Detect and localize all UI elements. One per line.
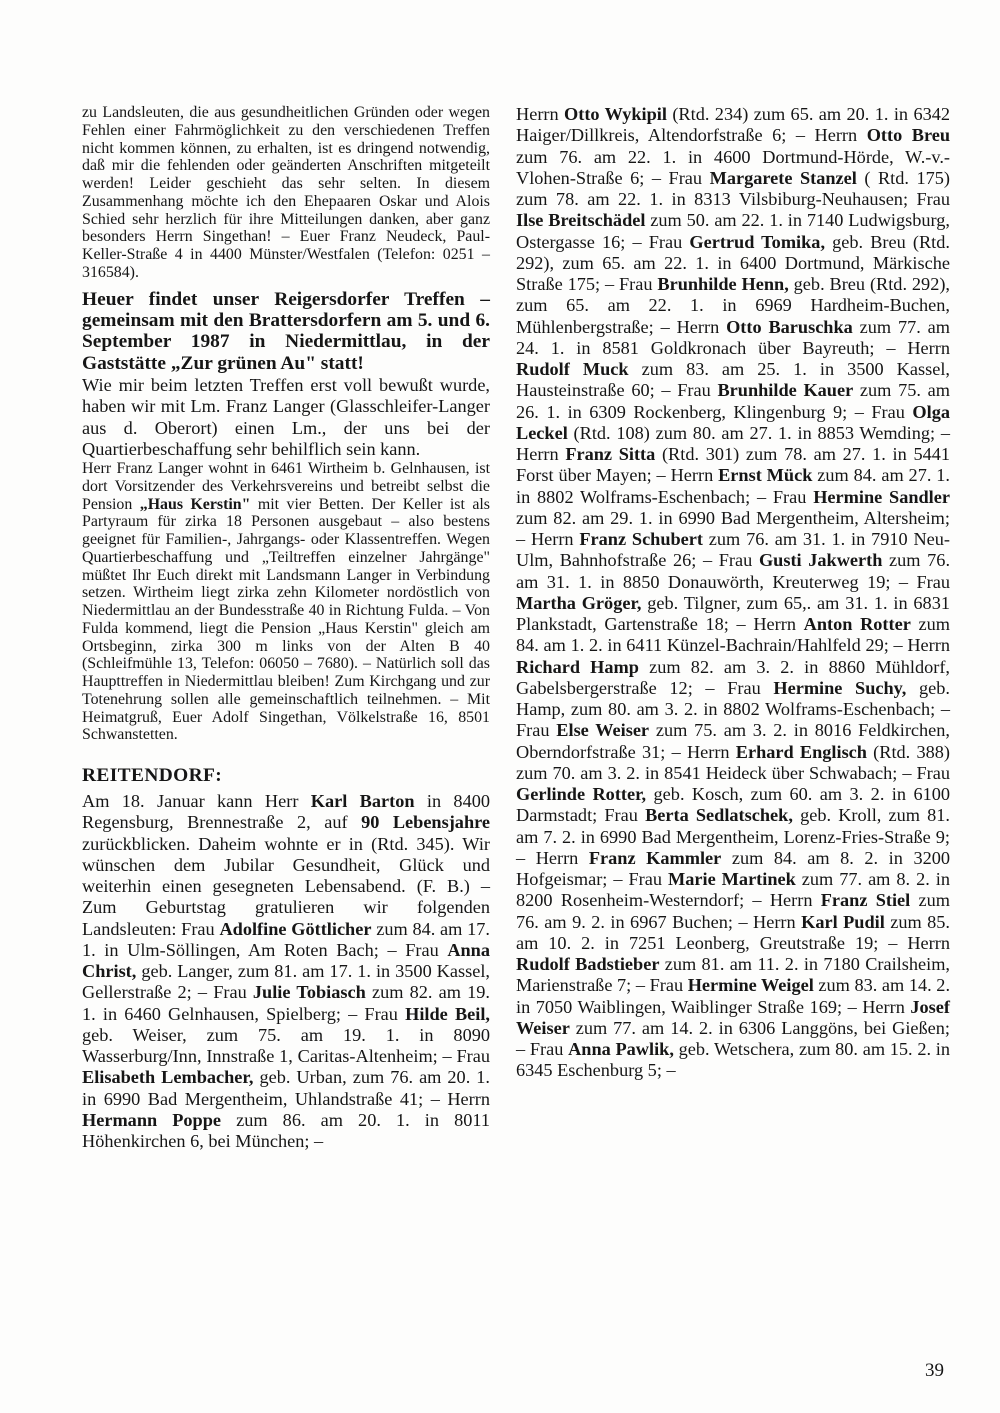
text-run: zum 82. am 3. 2. in 8860 Mühldorf, Gabelsbergerstraße 12; – Frau [516,656,950,698]
text-run: mit vier Betten. Der Keller ist als Partyraum für zirka 18 Personen ausgebaut – also bestens geeignet für Familien-, Jahrgangs- oder Klassentreffen. Wegen Quartierbeschaffung und „Teiltreffen einzelner Jahrgänge" müßtet Ihr Euch direkt mit Landsmann Langer in Verbindung setzen. Wirtheim liegt zirka zehn Kilometer nordöstlich von Niedermittlau an der Bundesstraße 40 in Richtung Fulda. – Von Fulda kommend, liegt die Pension „Haus Kerstin" gleich am Ortsbeginn, zirka 300 m links von der Alten B 40 (Schleifmühle 13, Telefon: 06050 – 7680). – Natürlich soll das Haupttreffen in Niedermittlau bleiben! Zum Kirchgang und zur Totenehrung sollen alle gemeinschaftlich teilnehmen. – Mit Heimatgruß, Euer Adolf Singethan, Völkelstraße 16, 8501 Schwanstetten. [82,495,490,744]
text-run: zum 81. am 11. 2. in 7180 Crailsheim, Marienstraße 7; – Frau [516,954,950,996]
text-run: geb. Kroll, zum 81. am 7. 2. in 6990 Bad Mergentheim, Lorenz-Fries-Straße 9; – Herrn [516,805,951,868]
text-run: zum 84. am 8. 2. in 3200 Hofgeismar; – Frau [516,847,951,889]
text-run: (Rtd. 388) zum 70. am 3. 2. in 8541 Heideck über Schwabach; – Frau [516,741,950,783]
text-run: (Rtd. 234) zum 65. am 20. 1. in 6342 Haiger/Dillkreis, Altendorfstraße 6; – Herrn [516,104,951,146]
text-run: ( Rtd. 175) zum 78. am 22. 1. in 8313 Vilsbiburg-Neuhausen; Frau [516,167,950,209]
text-run: Am 18. Januar kann Herr [82,791,311,812]
paragraph [82,460,490,744]
text-run: zum 76. am 22. 1. in 4600 Dortmund-Hörde, W.-v.-Vlohen-Straße 6; – Frau [516,146,950,188]
bold-text: Adolfine Göttlicher [219,918,372,939]
bold-text: Otto Wykipil [564,104,667,124]
bold-text: Hermann Poppe [82,1109,222,1130]
bold-text: Margarete Stanzel [709,167,857,188]
text-run: zum 75. am 26. 1. in 6309 Rockenberg, Klingenburg 9; – Frau [516,380,950,422]
bold-text: „Haus Kerstin" [139,495,251,513]
bold-text: Hermine Sandler [813,486,950,507]
bold-text: Ernst Mück [718,465,813,486]
bold-text: Olga Leckel [516,401,950,443]
bold-text: Hermine Weigel [687,975,814,996]
text-run: geb. Tilgner, zum 65,. am 31. 1. in 6831 Plankstadt, Gartenstraße 18; – Herrn [516,592,950,634]
bold-text: Anna Christ, [82,939,490,982]
text-run: zum 82. am 29. 1. in 6990 Bad Mergentheim, Altersheim; – Herrn [516,507,950,549]
right-column [516,104,950,1082]
text-run: zum 76. am 31. 1. in 8850 Donauwörth, Kreuterweg 19; – Frau [516,550,951,592]
bold-text: Gertrud Tomika, [689,231,826,252]
bold-text: Else Weiser [556,720,650,741]
text-run: zum 76. am 9. 2. in 6967 Buchen; – Herrn [516,890,951,932]
text-run: zum 86. am 20. 1. in 8011 Höhenkirchen 6, bei München; – [82,1109,490,1152]
text-run: zum 84. am 1. 2. in 6411 Künzel-Bachrain/Hahlfeld 29; – Herrn [516,614,950,656]
bold-text: REITENDORF: [82,765,223,787]
bold-text: Martha Gröger, [516,592,642,613]
paragraph [516,104,950,1082]
bold-text: Gerlinde Rotter, [516,784,647,804]
section-heading [82,764,490,788]
text-run: zum 84. am 27. 1. in 8802 Wolframs-Eschenbach; – Frau [516,465,951,507]
text-run: zum 77. am 14. 2. in 6306 Langgöns, bei Gießen; – Frau [516,1017,950,1059]
text-run: zum 83. am 14. 2. in 7050 Waiblingen, Waiblinger Straße 169; – Herrn [516,975,951,1017]
bold-text: Berta Sedlatschek, [645,805,793,826]
text-run: zum 82. am 19. 1. in 6460 Gelnhausen, Spielberg; – Frau [82,982,490,1024]
bold-text: Marie Martinek [667,869,796,889]
bold-text: Brunhilde Kauer [717,380,854,401]
bold-text: Hilde Beil, [405,1003,491,1024]
bold-text: Otto Baruschka [726,316,853,337]
page-number: 39 [925,1360,944,1381]
text-run: Wie mir beim letzten Treffen erst voll bewußt wurde, haben wir mit Lm. Franz Langer (Glasschleifer-Langer aus d. Oberort) einen Lm., der uns bei der Quartierbeschaffung sehr behilflich sein kann. [82,375,490,459]
text-run: zum 77. am 8. 2. in 8200 Rosenheim-Westerndorf; – Herrn [516,869,950,911]
bold-text: Franz Kammler [588,847,722,868]
text-run: zum 50. am 22. 1. in 7140 Ludwigsburg, Ostergasse 16; – Frau [516,210,950,252]
bold-text: Otto Breu [866,125,951,146]
text-run: Herrn [516,104,565,124]
text-run: zum 85. am 10. 2. in 7251 Leonberg, Greutstraße 19; – Herrn [516,911,951,953]
text-run: (Rtd. 108) zum 80. am 27. 1. in 8853 Wemding; – Herrn [516,422,950,464]
bold-text: Heuer findet unser Reigersdorfer Treffen – gemeinsam mit den Brattersdorfern am 5. und 6. September 1987 in Niedermittlau, [82,288,490,353]
paragraph [82,104,490,282]
text-run: zu Landsleuten, die aus gesundheitlichen Gründen oder wegen Fehlen einer Fahrmöglichkeit zu den verschiedenen Treffen nicht kommen können, zu erhalten, ist es dringend notwendig, daß mir die fehlenden oder geänderten Anschriften mitgeteilt werden! Leider geschieht das sehr selten. In diesem Zusammenhang möchte ich den Ehepaaren Oskar und Alois Schied sehr herzlich für ihre Mitteilungen danken, aber ganz besonders Herrn Singethan! – Euer Franz Neudeck, Paul-Keller-Straße 4 in 4400 Münster/Westfalen (Telefon: 0251 – 316584). [82,104,490,281]
bold-text: Anna Pawlik, [568,1039,674,1059]
bold-text: Brunhilde Henn, [657,274,789,294]
bold-text: Rudolf Badstieber [516,954,660,974]
bold-text: Julie Tobiasch [252,982,366,1003]
bold-text: Anton Rotter [803,614,911,634]
bold-text: Karl Pudil [801,911,885,932]
announcement-heading [82,289,490,375]
bold-text: Josef Weiser [516,996,950,1038]
text-run: geb. Urban, zum 76. am 20. 1. in 6990 Bad Mergentheim, Uhlandstraße 41; – Herrn [82,1067,491,1109]
bold-text: Franz Sitta [565,444,656,464]
text-run: in 8400 Regensburg, Brennestraße 2, auf [82,791,490,833]
text-run: (Rtd. 301) zum 78. am 27. 1. in 5441 Forst über Mayen; – Herrn [516,444,951,486]
bold-text: Franz Stiel [820,890,911,911]
bold-text: Gusti Jakwerth [758,550,883,571]
text-run: geb. Weiser, zum 75. am 19. 1. in 8090 Wasserburg/Inn, Innstraße 1, Caritas-Altenheim; – Frau [82,1024,490,1067]
left-column [82,104,490,1152]
bold-text: Karl Barton [310,791,415,812]
text-run: geb. Breu (Rtd. 292), zum 65. am 22. 1. in 6400 Dortmund, Märkische Straße 175; – Frau [516,231,950,294]
text-run: Herr Franz Langer wohnt in 6461 Wirtheim b. Gelnhausen, ist dort Vorsitzender des Verkehrsvereins und betreibt selbst die Pension [82,460,490,513]
bold-text: Richard Hamp [516,656,639,677]
text-run: geb. Langer, zum 81. am 17. 1. in 3500 Kassel, Gellerstraße 2; – Frau [82,961,490,1003]
bold-text: Rudolf Muck [516,359,629,379]
bold-text: Hermine Suchy, [773,677,907,698]
paragraph [82,375,490,460]
paragraph [82,791,490,1152]
bold-text: Erhard Englisch [735,741,867,762]
text-run: geb. Breu (Rtd. 292), zum 65. am 22. 1. in 6969 Hardheim-Buchen, Mühlenbergstraße; – Herrn [516,274,950,337]
text-run: zum 75. am 3. 2. in 8016 Feldkirchen, Oberndorfstraße 31; – Herrn [516,720,950,762]
text-run: zum 83. am 25. 1. in 3500 Kassel, Hausteinstraße 60; – Frau [516,359,950,401]
text-run: zum 76. am 31. 1. in 7910 Neu-Ulm, Bahnhofstraße 26; – Frau [516,529,950,571]
bold-text: 90 Lebensjahre [361,812,491,833]
text-run: zum 77. am 24. 1. in 8581 Goldkronach über Bayreuth; – Herrn [516,316,950,358]
bold-text: Ilse Breitschädel [516,210,646,231]
text-run: geb. Hamp, zum 80. am 3. 2. in 8802 Wolframs-Eschenbach; – Frau [516,677,950,741]
text-run: geb. Kosch, zum 60. am 3. 2. in 6100 Darmstadt; Frau [516,784,951,826]
text-run: geb. Wetschera, zum 80. am 15. 2. in 6345 Eschenburg 5; – [516,1039,950,1081]
text-run: zurückblicken. Daheim wohnte er in (Rtd. 345). Wir wünschen dem Jubilar Gesundheit, Glück und weiterhin einen gesegneten Lebensabend. (F. B.) – Zum Geburtstag gratulieren wir folgenden Landsleuten: Frau [82,833,490,939]
bold-text: Elisabeth Lembacher, [82,1067,254,1088]
text-run: in der Gaststätte „Zur grünen Au" statt! [82,331,490,374]
bold-text: Franz Schubert [579,529,703,549]
text-run: zum 84. am 17. 1. in Ulm-Söllingen, Am Roten Bach; – Frau [82,918,490,960]
